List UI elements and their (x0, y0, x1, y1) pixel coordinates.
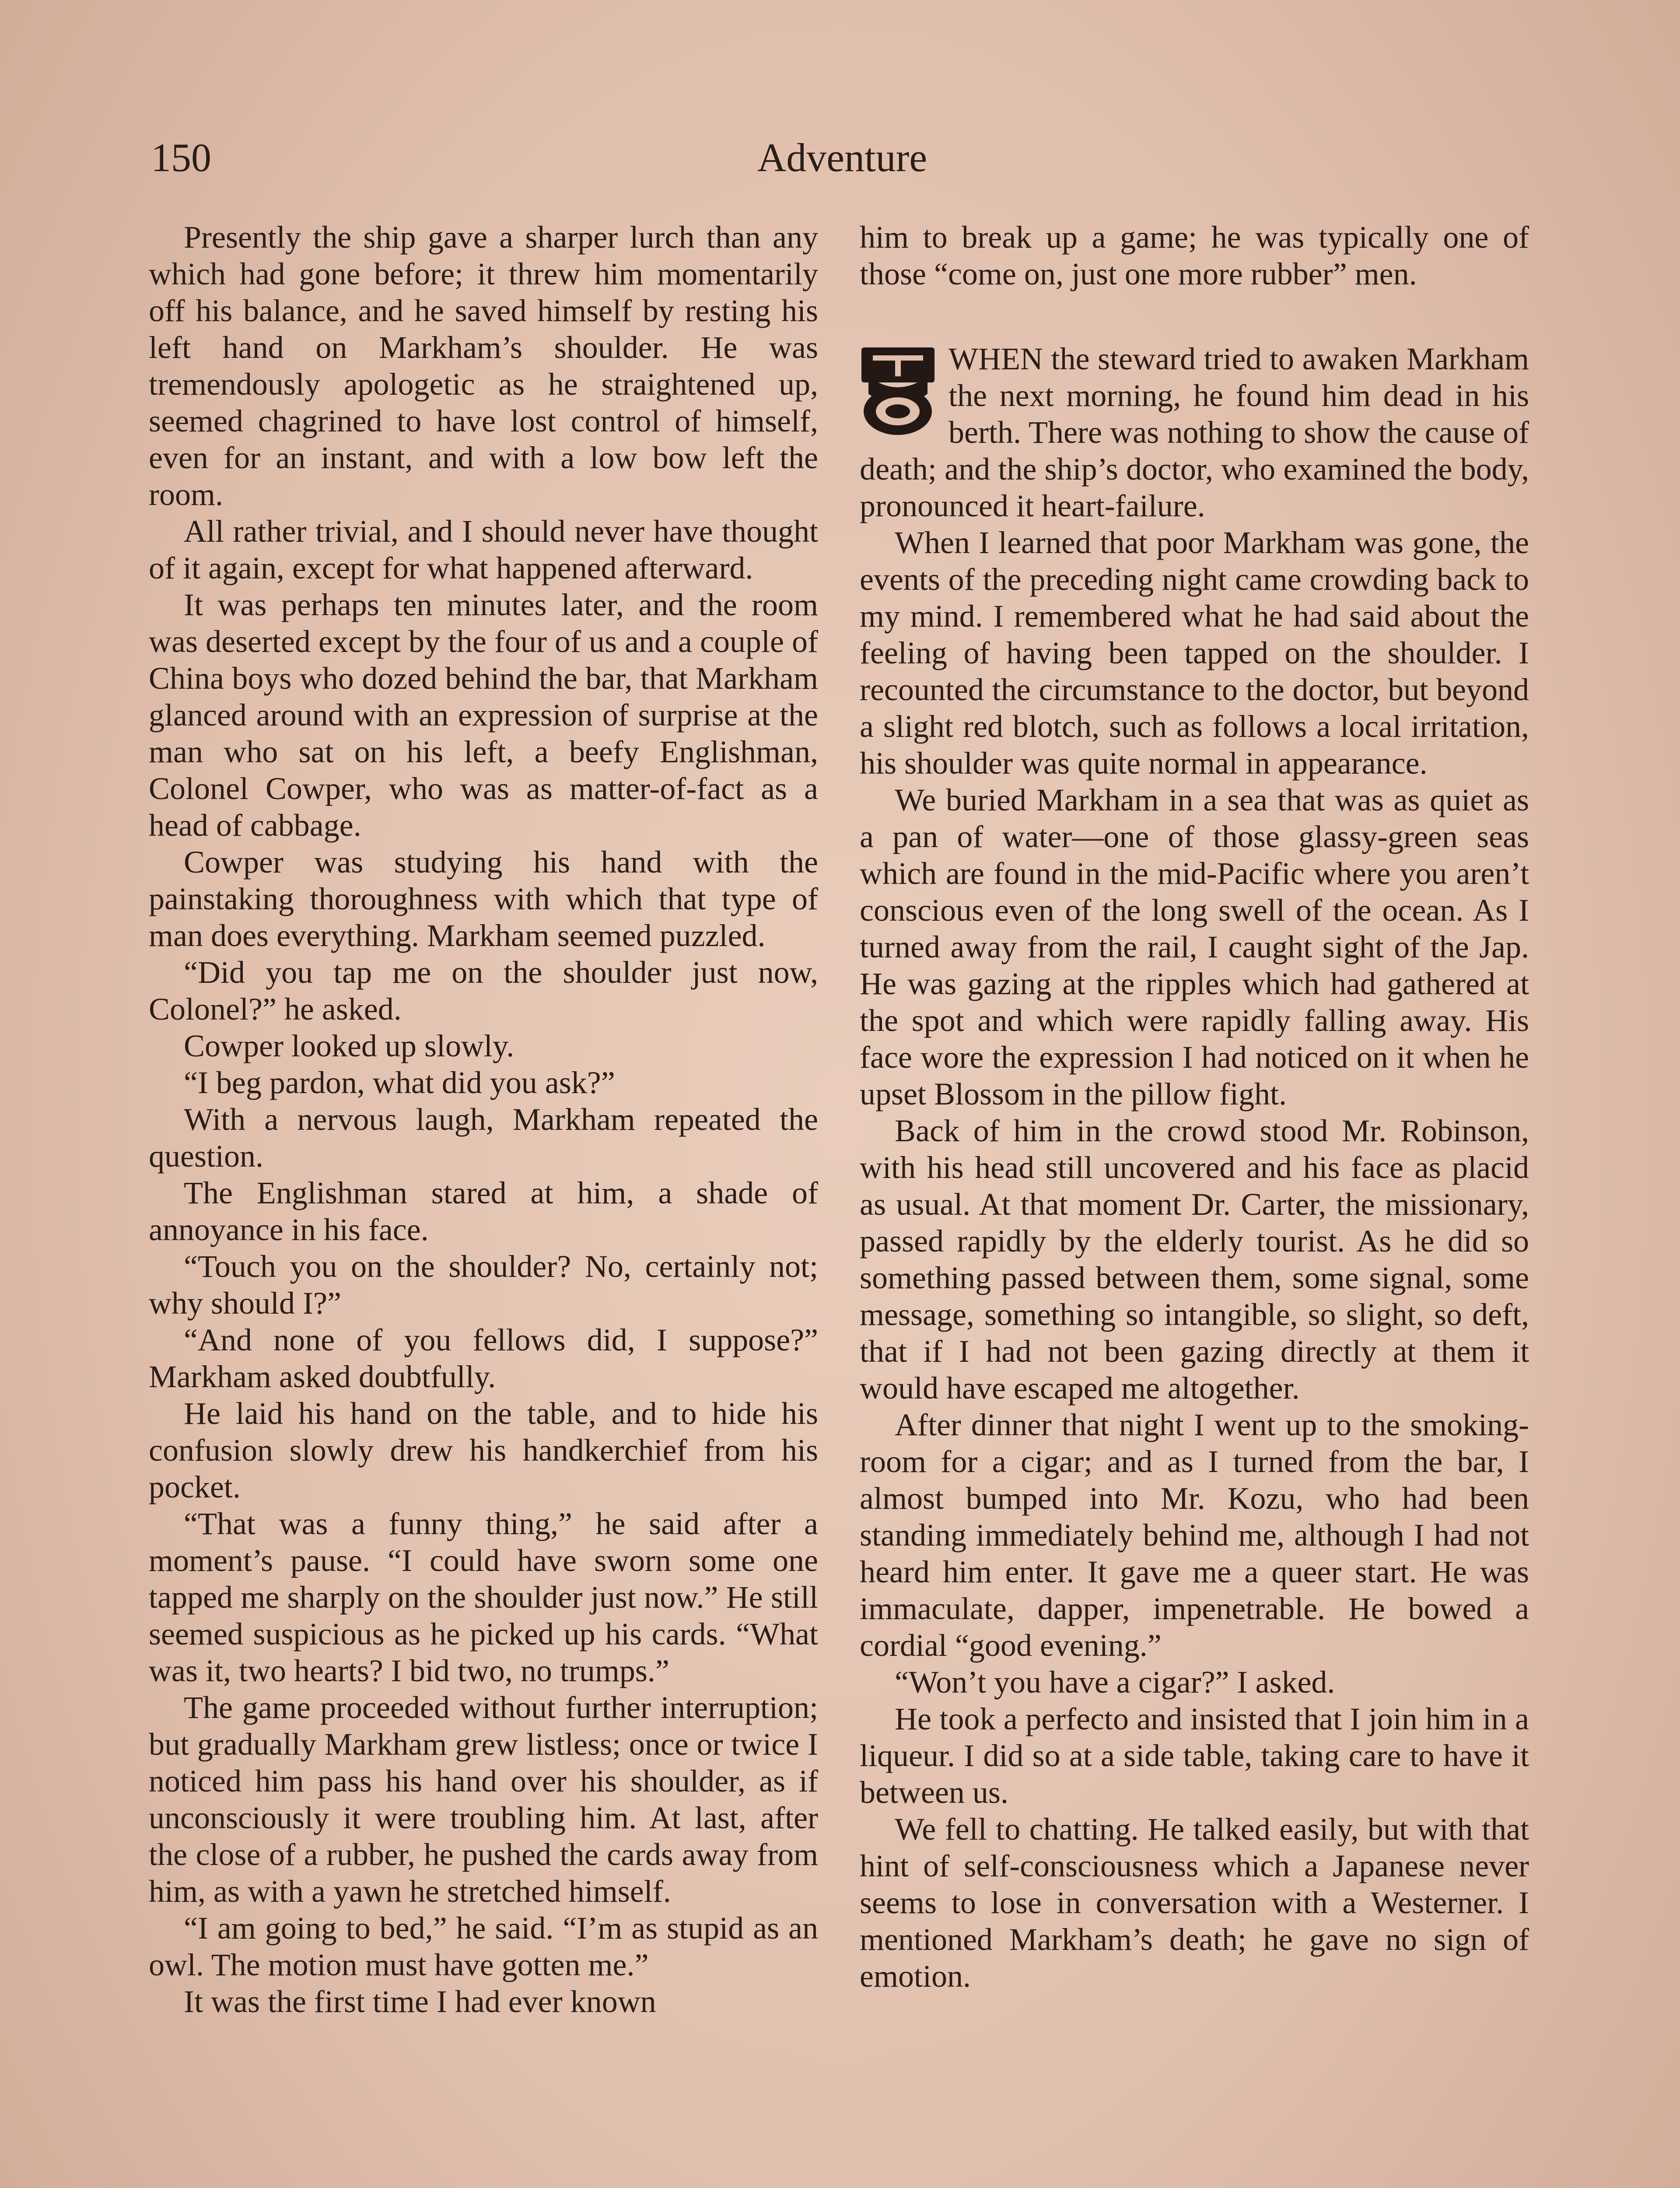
paragraph: He took a perfecto and insisted that I join him in a liqueur. I did so at a side table, taking care to have it between us. (860, 1701, 1529, 1810)
paragraph: We buried Markham in a sea that was as quiet as a pan of water—one of those glassy-green seas which are found in the mid-Pacific where you aren’t conscious even of the long swell of the ocean. As I turned away from the rail, I caught sight of the Jap. He was gazing at the ripples which had gathered at the spot and which were rapidly falling away. His face wore the expression I had noticed on it when he upset Blossom in the pillow fight. (860, 782, 1529, 1112)
paragraph: WHEN the steward tried to awaken Markham the next morning, he found him dead in his berth. There was nothing to show the cause of death; and the ship’s doctor, who examined the body, pronounced it heart-failure. (860, 341, 1529, 523)
paragraph: “I am going to bed,” he said. “I’m as stupid as an owl. The motion must have gotten me.” (149, 1911, 818, 1982)
paragraph: The game proceeded without further interruption; but gradually Markham grew listless; once or twice I noticed him pass his hand over his shoulder, as if unconsciously it were troubling him. At last, after the close of a rubber, he pushed the cards away from him, as with a yawn he stretched himself. (149, 1690, 818, 1909)
paragraph: “And none of you fellows did, I suppose?” Markham asked doubtfully. (149, 1322, 818, 1394)
paragraph: “Won’t you have a cigar?” I asked. (895, 1665, 1335, 1700)
paragraph: “That was a funny thing,” he said after a moment’s pause. “I could have sworn some one tapped me sharply on the shoulder just now.” He still seemed suspicious as he picked up his cards. “What was it, two hearts? I bid two, no trumps.” (149, 1506, 818, 1688)
paragraph: “Did you tap me on the shoulder just now, Colonel?” he asked. (149, 955, 818, 1027)
paragraph: Cowper was studying his hand with the painstaking thoroughness with which that type of man does everything. Markham seemed puzzled. (149, 845, 818, 953)
paragraph: The Englishman stared at him, a shade of annoyance in his face. (149, 1175, 818, 1247)
paragraph: When I learned that poor Markham was gone, the events of the preceding night came crowding back to my mind. I remembered what he had said about the feeling of having been tapped on the shoulder. I recounted the circumstance to the doctor, but beyond a slight red blotch, such as follows a local irritation, his shoulder was quite normal in appearance. (860, 525, 1529, 781)
page-number: 150 (151, 135, 211, 180)
paragraph: He laid his hand on the table, and to hide his confusion slowly drew his handkerchief from his pocket. (149, 1396, 818, 1504)
ornamental-initial-icon (860, 346, 936, 438)
paragraph: With a nervous laugh, Markham repeated the question. (149, 1102, 818, 1174)
page-header (151, 127, 1533, 188)
paragraph-continued: him to break up a game; he was typically one of those “come on, just one more rubber” men. (860, 220, 1529, 291)
paragraph: “I beg pardon, what did you ask?” (184, 1065, 615, 1100)
paragraph: It was perhaps ten minutes later, and the room was deserted except by the four of us and a couple of China boys who dozed behind the bar, that Markham glanced around with an expression of surprise at the man who sat on his left, a beefy Englishman, Colonel Cowper, who was as matter-of-fact as a head of cabbage. (149, 587, 818, 843)
running-title: Adventure (757, 135, 928, 180)
dropcap-paragraph (860, 340, 1529, 524)
left-column (149, 219, 818, 2020)
paragraph: After dinner that night I went up to the smoking-room for a cigar; and as I turned from the bar, I almost bumped into Mr. Kozu, who had been standing immediately behind me, although I had not heard him enter. It gave me a queer start. He was immaculate, dapper, impenetrable. He bowed a cordial “good evening.” (860, 1407, 1529, 1663)
paragraph: Back of him in the crowd stood Mr. Robinson, with his head still uncovered and his face as placid as usual. At that moment Dr. Carter, the missionary, passed rapidly by the elderly tourist. As he did so something passed between them, some signal, some message, something so intangible, so slight, so deft, that if I had not been gazing directly at them it would have escaped me altogether. (860, 1113, 1529, 1406)
paragraph: All rather trivial, and I should never have thought of it again, except for what happened afterward. (149, 514, 818, 586)
paragraph: Presently the ship gave a sharper lurch than any which had gone before; it threw him momentarily off his balance, and he saved himself by resting his left hand on Markham’s shoulder. He was tremendously apologetic as he straightened up, seemed chagrined to have lost control of himself, even for an instant, and with a low bow left the room. (149, 220, 818, 512)
section-break (860, 292, 1529, 340)
paragraph: We fell to chatting. He talked easily, but with that hint of self-consciousness which a Japanese never seems to lose in conversation with a Westerner. I mentioned Markham’s death; he gave no sign of emotion. (860, 1812, 1529, 1994)
right-column (860, 219, 1529, 1995)
paragraph: Cowper looked up slowly. (184, 1028, 514, 1063)
paragraph: It was the first time I had ever known (184, 1984, 656, 2019)
paragraph: “Touch you on the shoulder? No, certainly not; why should I?” (149, 1249, 818, 1321)
